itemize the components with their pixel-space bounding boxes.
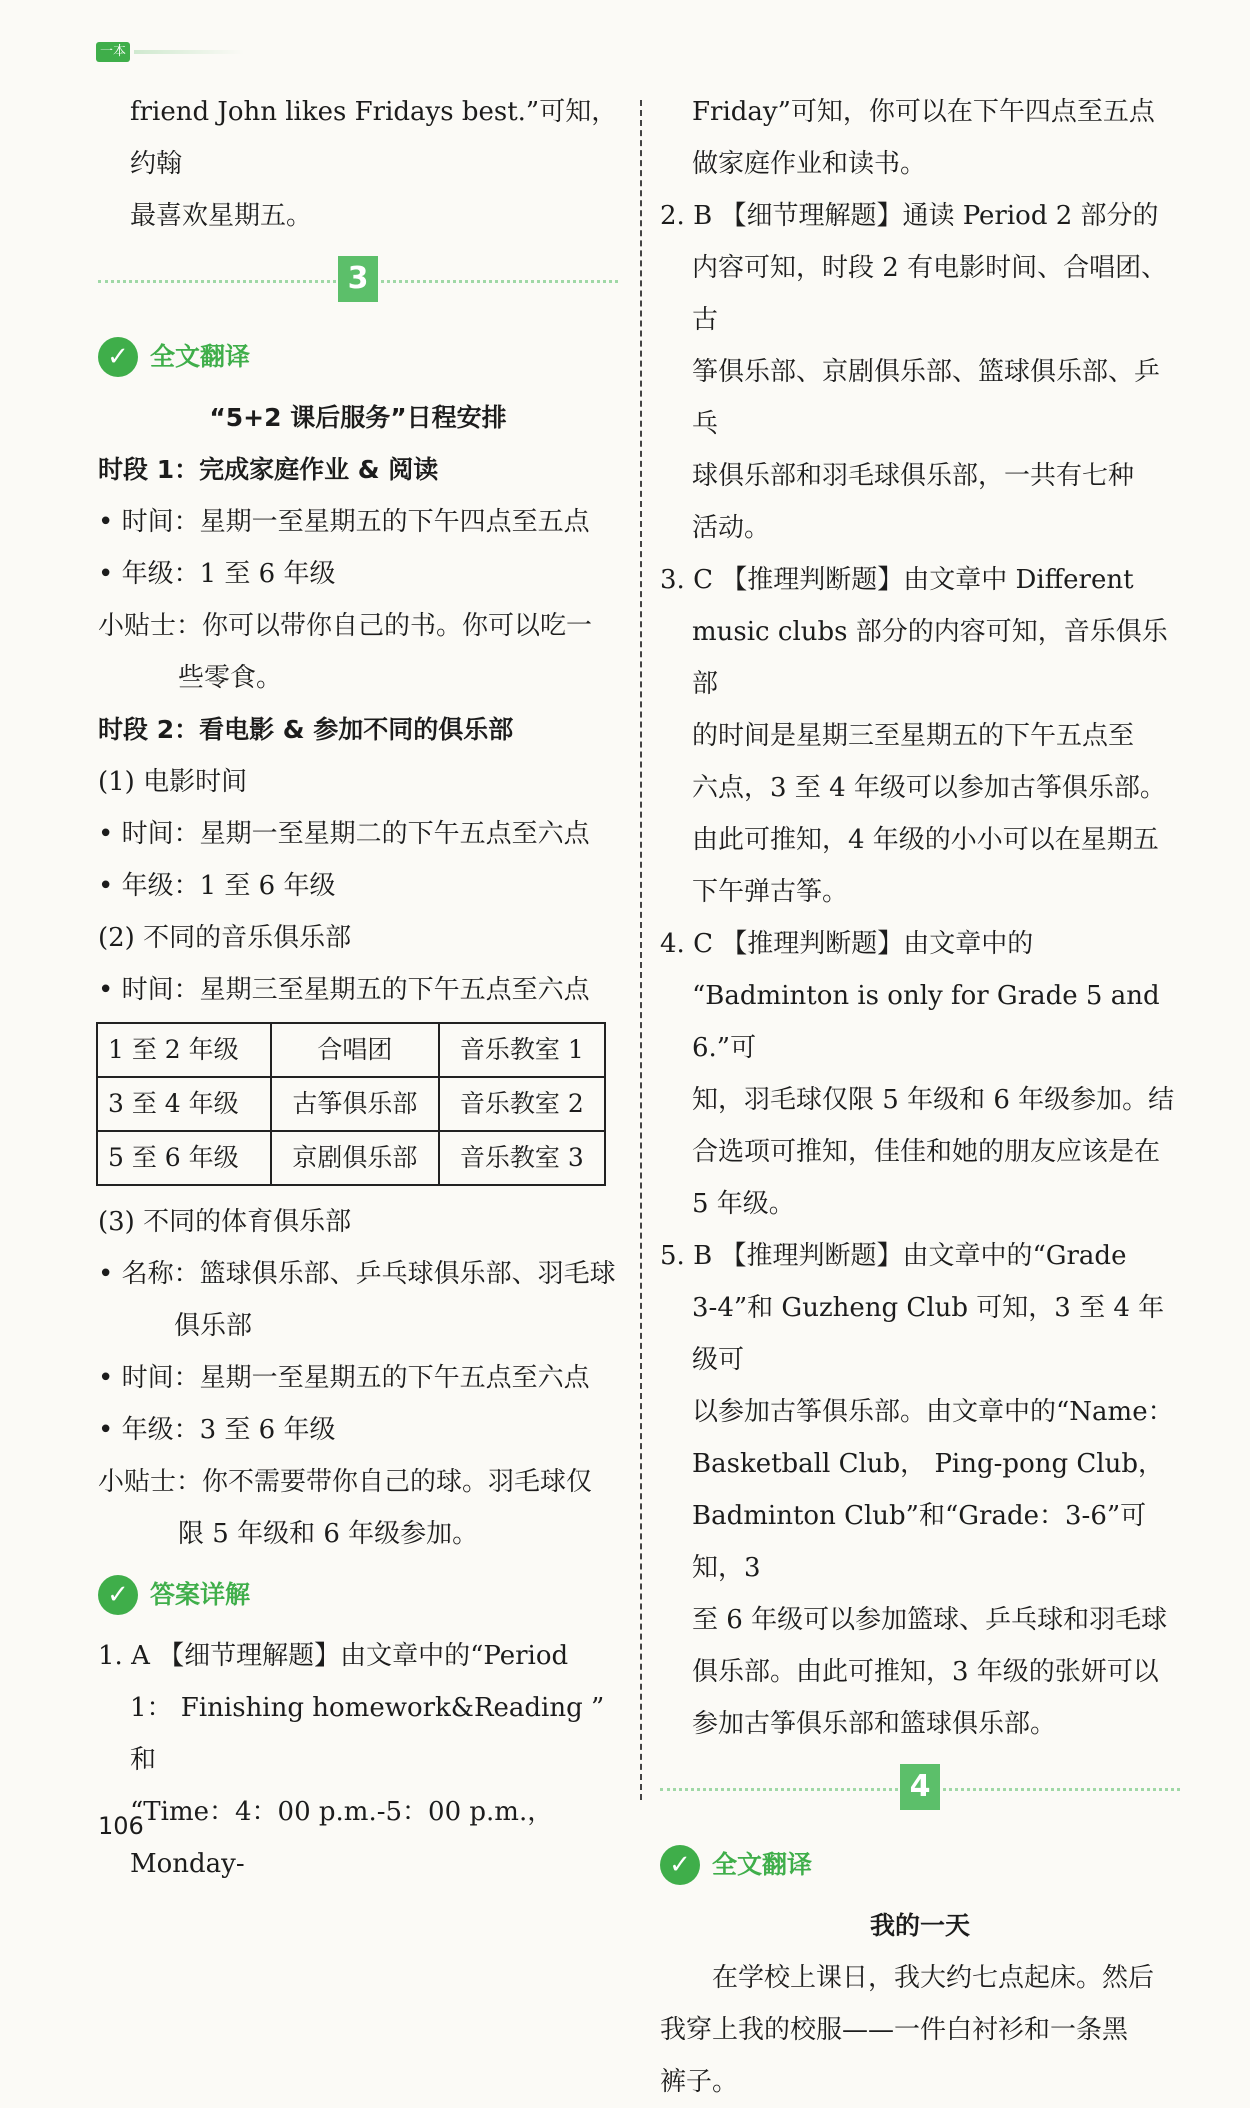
table-cell: 5 至 6 年级	[97, 1131, 271, 1185]
table-cell: 音乐教室 3	[439, 1131, 605, 1185]
bullet-line: • 时间：星期一至星期五的下午五点至六点	[98, 1363, 590, 1393]
table-cell: 音乐教室 2	[439, 1077, 605, 1131]
header-decoration	[134, 50, 244, 54]
period1-heading: 时段 1：完成家庭作业 & 阅读	[98, 455, 439, 484]
table-cell: 音乐教室 1	[439, 1023, 605, 1077]
translation-heading	[98, 322, 618, 392]
column-divider	[640, 100, 642, 1800]
answer-line: 3. C 【推理判断题】由文章中 Different	[660, 565, 1134, 595]
article-title: “5+2 课后服务”日程安排	[209, 403, 507, 432]
translation-heading	[660, 1830, 1180, 1900]
tip-line: 限 5 年级和 6 年级参加。	[178, 1519, 479, 1549]
answer-line: 做家庭作业和读书。	[692, 149, 927, 179]
table-cell: 3 至 4 年级	[97, 1077, 271, 1131]
answer-line: 俱乐部。由此可推知，3 年级的张妍可以	[692, 1657, 1159, 1687]
story-line: 在学校上课日，我大约七点起床。然后	[712, 1963, 1155, 1993]
answer-line: 至 6 年级可以参加篮球、乒乓球和羽毛球	[692, 1605, 1168, 1635]
section-marker	[660, 1750, 1180, 1830]
answer-line: 的时间是星期三至星期五的下午五点至	[692, 721, 1135, 751]
answer-line: Friday”可知，你可以在下午四点至五点	[692, 97, 1155, 127]
table-cell: 合唱团	[271, 1023, 439, 1077]
page-number: 106	[98, 1812, 144, 1840]
answer-line: 5. B 【推理判断题】由文章中的“Grade	[660, 1241, 1127, 1271]
answer-line: 下午弹古筝。	[692, 877, 849, 907]
table-cell: 古筝俱乐部	[271, 1077, 439, 1131]
answer-line: “Badminton is only for Grade 5 and 6.”可	[692, 981, 1160, 1063]
heading-label: 全文翻译	[712, 1850, 813, 1879]
bullet-line: • 时间：星期三至星期五的下午五点至六点	[98, 975, 590, 1005]
tip-line: 小贴士：你可以带你自己的书。你可以吃一	[98, 611, 593, 641]
bullet-line: • 名称：篮球俱乐部、乒乓球俱乐部、羽毛球	[98, 1259, 616, 1289]
answer-line: 由此可推知，4 年级的小小可以在星期五	[692, 825, 1159, 855]
answer-line: 1： Finishing homework&Reading ” 和	[130, 1693, 605, 1775]
left-column	[98, 86, 618, 1890]
answer-line: 2. B 【细节理解题】通读 Period 2 部分的	[660, 201, 1159, 231]
table-cell: 1 至 2 年级	[97, 1023, 271, 1077]
check-icon: ✓	[660, 1845, 700, 1885]
bullet-line: 俱乐部	[174, 1311, 253, 1341]
story-line: 裤子。	[660, 2067, 739, 2097]
answer-line: 合选项可推知，佳佳和她的朋友应该是在	[692, 1137, 1161, 1167]
answer-line: 知，羽毛球仅限 5 年级和 6 年级参加。结	[692, 1085, 1175, 1115]
answer-line: 六点，3 至 4 年级可以参加古筝俱乐部。	[692, 773, 1166, 803]
answer-line: Basketball Club， Ping-pong Club，	[692, 1449, 1164, 1479]
heading-label: 全文翻译	[150, 342, 251, 371]
intro-line: friend John likes Fridays best.”可知，约翰	[130, 97, 618, 179]
music-club-table	[96, 1022, 606, 1186]
story-line: 我穿上我的校服——一件白衬衫和一条黑	[660, 2015, 1129, 2045]
answer-line: 活动。	[692, 513, 771, 543]
answer-line: 4. C 【推理判断题】由文章中的	[660, 929, 1034, 959]
subheading: (2) 不同的音乐俱乐部	[98, 923, 352, 953]
answer-line: 3-4”和 Guzheng Club 可知，3 至 4 年级可	[692, 1293, 1165, 1375]
answer-line: 以参加古筝俱乐部。由文章中的“Name：	[692, 1397, 1174, 1427]
bullet-line: • 时间：星期一至星期五的下午四点至五点	[98, 507, 590, 537]
period2-heading: 时段 2：看电影 & 参加不同的俱乐部	[98, 715, 514, 744]
section-marker	[98, 242, 618, 322]
bullet-line: • 年级：1 至 6 年级	[98, 871, 336, 901]
answer-line: 1. A 【细节理解题】由文章中的“Period	[98, 1641, 569, 1671]
answer-line: 内容可知，时段 2 有电影时间、合唱团、古	[692, 253, 1168, 335]
bullet-line: • 时间：星期一至星期二的下午五点至六点	[98, 819, 590, 849]
answer-line: 筝俱乐部、京剧俱乐部、篮球俱乐部、乒乓	[692, 357, 1161, 439]
bullet-line: • 年级：1 至 6 年级	[98, 559, 336, 589]
story-title: 我的一天	[869, 1911, 970, 1940]
subheading: (1) 电影时间	[98, 767, 248, 797]
table-cell: 京剧俱乐部	[271, 1131, 439, 1185]
answer-line: “Time：4：00 p.m.-5：00 p.m.，Monday-	[130, 1797, 554, 1879]
tip-line: 小贴士：你不需要带你自己的球。羽毛球仅	[98, 1467, 593, 1497]
tip-line: 些零食。	[178, 663, 283, 693]
answer-line: music clubs 部分的内容可知，音乐俱乐部	[692, 617, 1168, 699]
table-row	[97, 1131, 605, 1185]
bullet-line: • 年级：3 至 6 年级	[98, 1415, 336, 1445]
subheading: (3) 不同的体育俱乐部	[98, 1207, 352, 1237]
answer-line: 参加古筝俱乐部和篮球俱乐部。	[692, 1709, 1057, 1739]
publisher-logo: 一本	[96, 42, 130, 62]
answer-line: 5 年级。	[692, 1189, 795, 1219]
answer-line: 球俱乐部和羽毛球俱乐部，一共有七种	[692, 461, 1135, 491]
check-icon: ✓	[98, 337, 138, 377]
answers-heading	[98, 1560, 618, 1630]
section-number: 3	[338, 256, 378, 302]
table-row	[97, 1077, 605, 1131]
check-icon: ✓	[98, 1575, 138, 1615]
intro-line: 最喜欢星期五。	[130, 201, 313, 231]
answer-line: Badminton Club”和“Grade：3-6”可知，3	[692, 1501, 1147, 1583]
table-row	[97, 1023, 605, 1077]
right-column	[660, 86, 1180, 2108]
heading-label: 答案详解	[150, 1580, 251, 1609]
section-number: 4	[900, 1764, 940, 1810]
